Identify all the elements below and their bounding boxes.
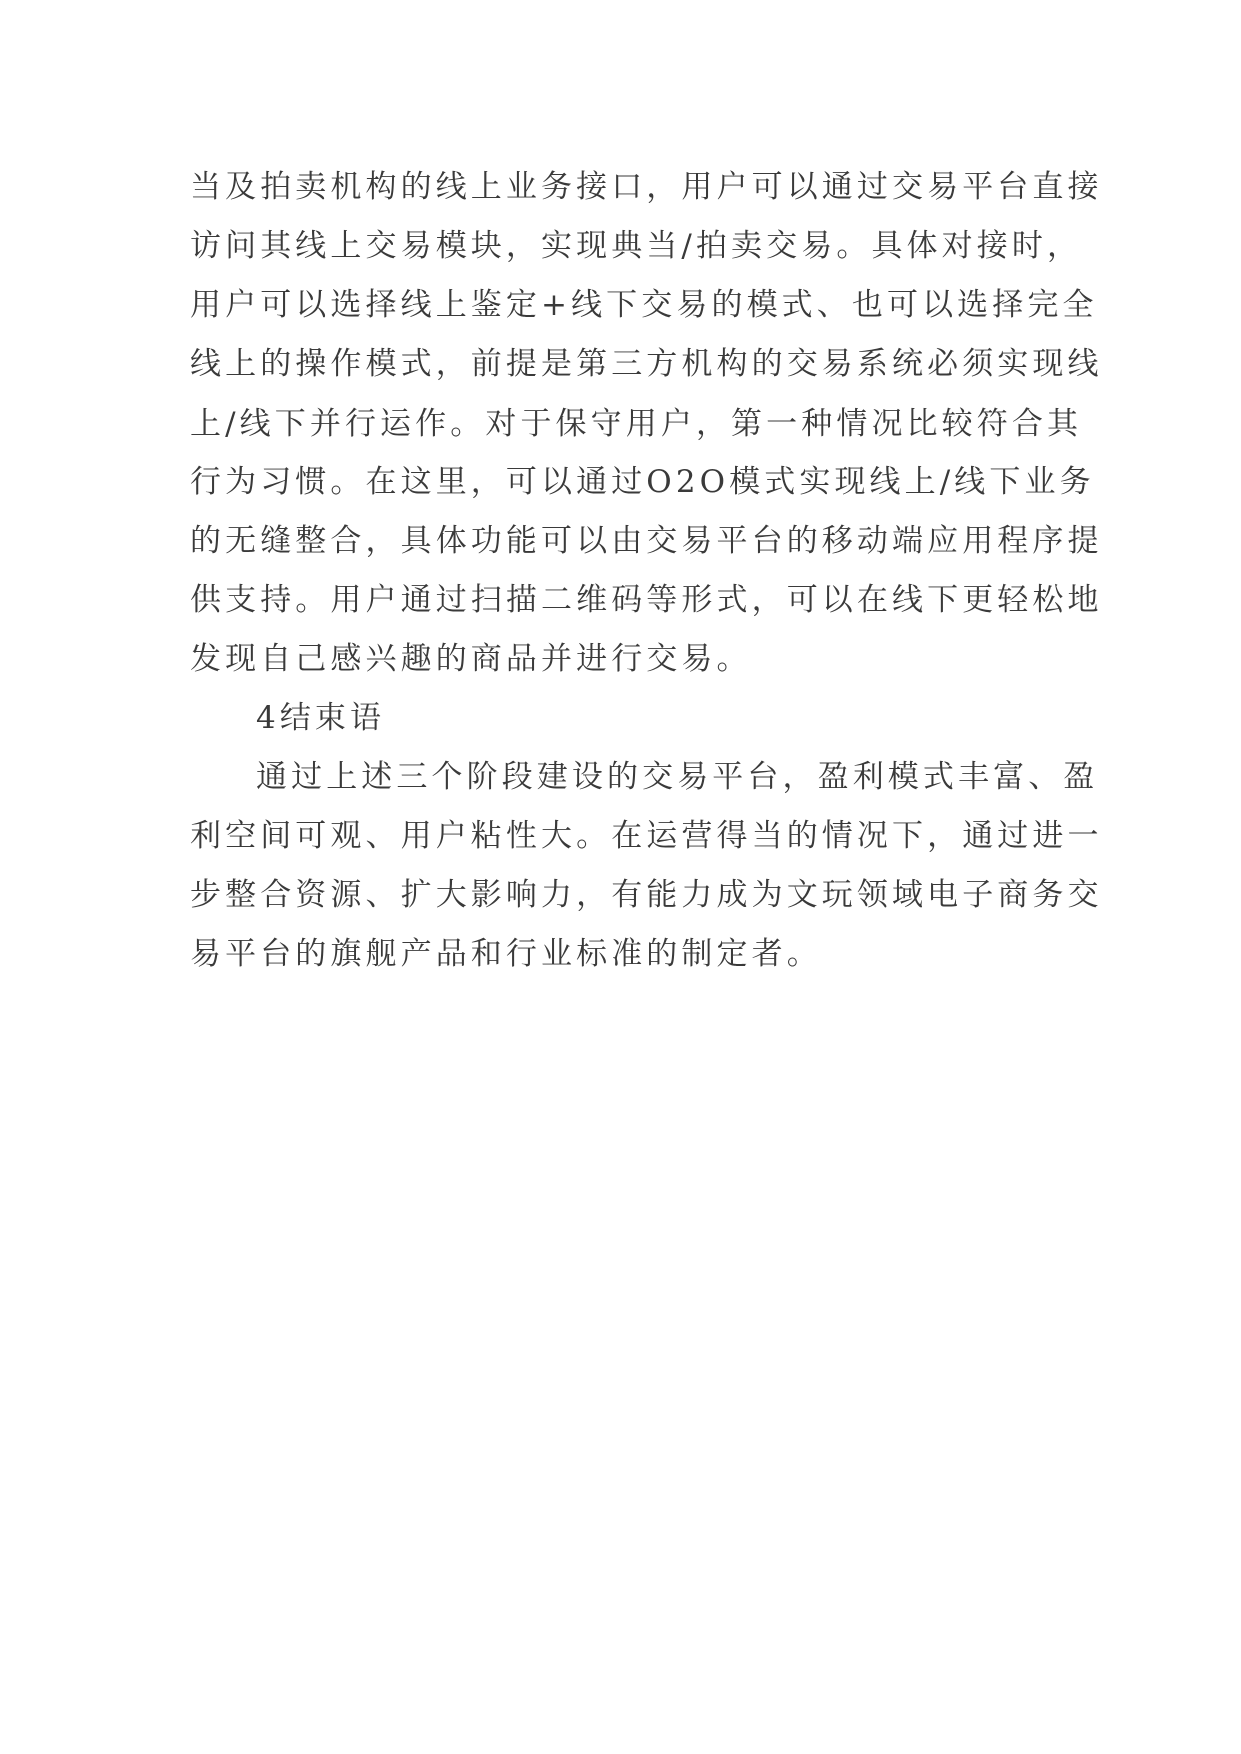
paragraph-line: 用户可以选择线上鉴定+线下交易的模式、也可以选择完全 xyxy=(190,287,1098,323)
paragraph-line: 通过上述三个阶段建设的交易平台，盈利模式丰富、盈 xyxy=(256,759,1099,795)
paragraph-line: 利空间可观、用户粘性大。在运营得当的情况下，通过进一 xyxy=(190,818,1103,854)
paragraph-line: 易平台的旗舰产品和行业标准的制定者。 xyxy=(190,936,822,972)
paragraph-line: 上/线下并行运作。对于保守用户，第一种情况比较符合其 xyxy=(190,406,1083,442)
paragraph-line: 供支持。用户通过扫描二维码等形式，可以在线下更轻松地 xyxy=(190,582,1103,618)
paragraph-line: 行为习惯。在这里，可以通过O2O模式实现线上/线下业务 xyxy=(190,464,1095,500)
paragraph-line: 当及拍卖机构的线上业务接口，用户可以通过交易平台直接 xyxy=(190,169,1103,205)
paragraph-line: 发现自己感兴趣的商品并进行交易。 xyxy=(190,641,752,677)
paragraph-line: 访问其线上交易模块，实现典当/拍卖交易。具体对接时， xyxy=(190,228,1083,264)
paragraph-line: 步整合资源、扩大影响力，有能力成为文玩领域电子商务交 xyxy=(190,877,1103,913)
section-heading: 4结束语 xyxy=(256,700,386,736)
paragraph-line: 线上的操作模式，前提是第三方机构的交易系统必须实现线 xyxy=(190,346,1103,382)
paragraph-line: 的无缝整合，具体功能可以由交易平台的移动端应用程序提 xyxy=(190,523,1103,559)
